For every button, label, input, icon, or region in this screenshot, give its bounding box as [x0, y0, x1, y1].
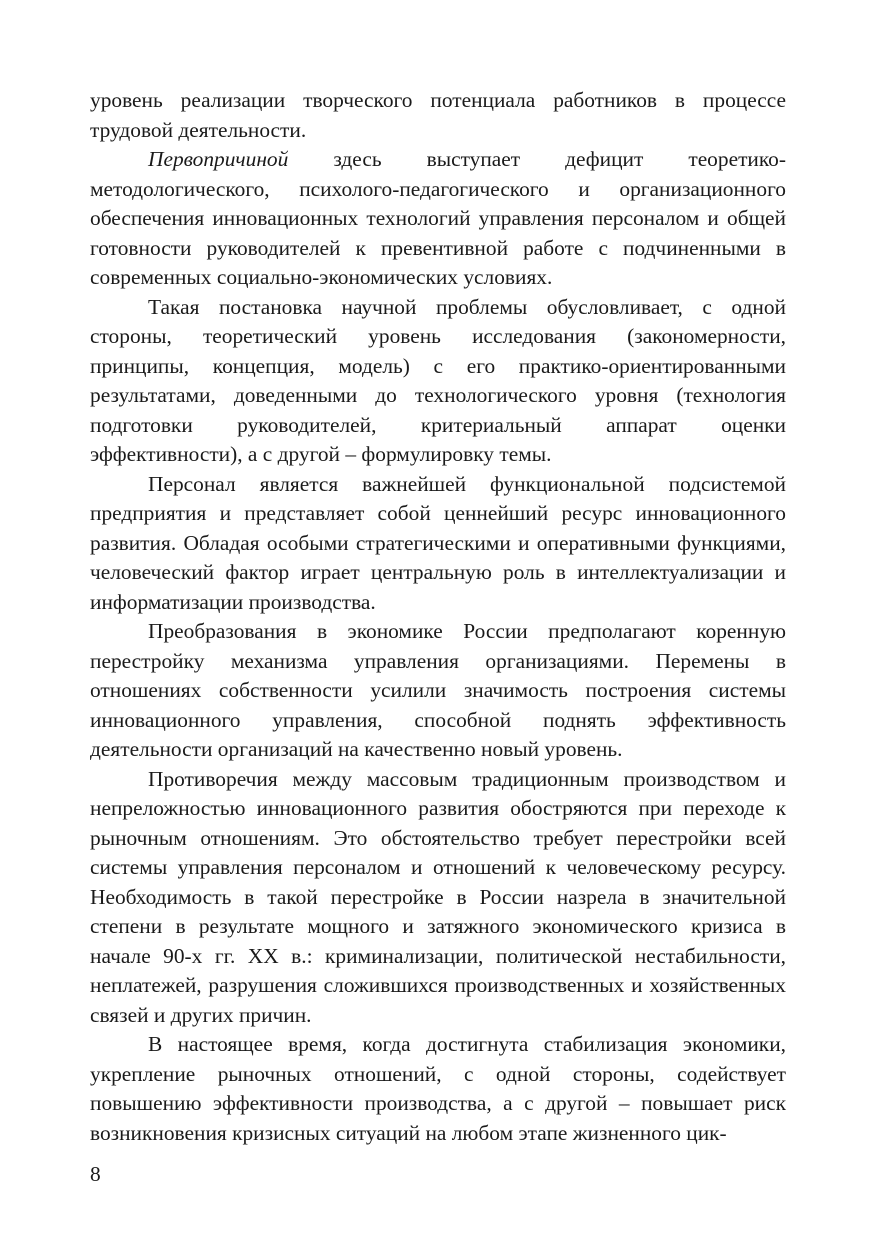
paragraph-text: здесь выступает дефицит теоретико-методологического, психолого-педагогического и организационного обеспечения инновационных технологий управления персоналом и общей готовности руководителей к превентивной работе с подчиненными в современных социально-экономических условиях.	[90, 147, 786, 289]
paragraph-continuation: уровень реализации творческого потенциала работников в процессе трудовой деятельности.	[90, 88, 786, 142]
page-number: 8	[90, 1162, 101, 1186]
italic-term: Первопричиной	[148, 147, 289, 171]
paragraph-present-time: В настоящее время, когда достигнута стабилизация экономики, укрепление рыночных отношений, с одной стороны, содействует повышению эффективности производства, а с другой – повышает риск возникновения кризисных ситуаций на любом этапе жизненного цик-	[90, 1032, 786, 1145]
page-body	[90, 86, 786, 1148]
paragraph-contradictions: Противоречия между массовым традиционным производством и непреложностью инновационного развития обостряются при переходе к рыночным отношениям. Это обстоятельство требует перестройки всей системы управления персоналом и отношений к человеческому ресурсу. Необходимость в такой перестройке в России назрела в значительной степени в результате мощного и затяжного экономического кризиса в начале 90-х гг. XX в.: криминализации, политической нестабильности, неплатежей, разрушения сложившихся производственных и хозяйственных связей и других причин.	[90, 766, 786, 1027]
paragraph-transformations: Преобразования в экономике России предполагают коренную перестройку механизма управления организациями. Перемены в отношениях собственности усилили значимость построения системы инновационного управления, способной поднять эффективность деятельности организаций на качественно новый уровень.	[90, 619, 786, 761]
paragraph-problem-statement: Такая постановка научной проблемы обусловливает, с одной стороны, теоретический уровень исследования (закономерности, принципы, концепция, модель) с его практико-ориентированными результатами, доведенными до технологического уровня (технология подготовки руководителей, критериальный аппарат оценки эффективности), а с другой – формулировку темы.	[90, 294, 786, 466]
paragraph-root-cause	[90, 145, 786, 293]
paragraph-personnel: Персонал является важнейшей функциональной подсистемой предприятия и представляет собой ценнейший ресурс инновационного развития. Обладая особыми стратегическими и оперативными функциями, человеческий фактор играет центральную роль в интеллектуализации и информатизации производства.	[90, 471, 786, 614]
